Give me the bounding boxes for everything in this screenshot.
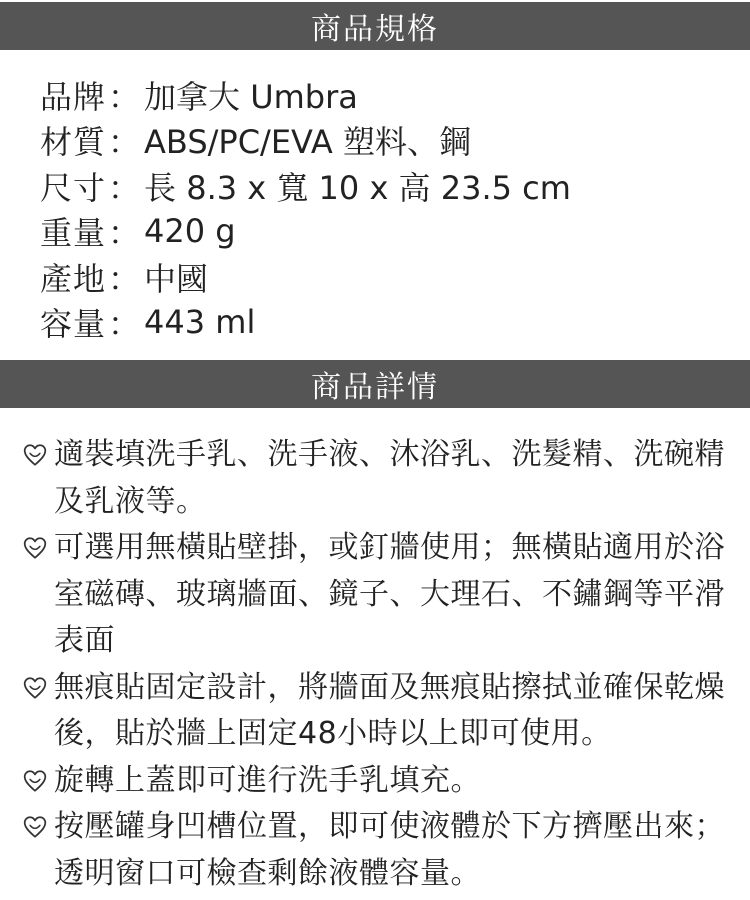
spec-row-origin <box>40 254 571 300</box>
spec-row-weight <box>40 209 571 255</box>
detail-item <box>22 432 734 525</box>
spec-label: 重量 <box>40 214 107 253</box>
spec-row-brand <box>40 72 571 118</box>
spec-value: 中國 <box>144 259 209 298</box>
spec-section-header <box>0 2 750 50</box>
spec-separator: ： <box>108 214 141 253</box>
spec-value: 加拿大 Umbra <box>144 77 358 116</box>
spec-label: 容量 <box>40 305 107 344</box>
detail-text: 可選用無橫貼壁掛，或釘牆使用；無橫貼適用於浴室磁磚、玻璃牆面、鏡子、大理石、不鏽鋼等平滑表面 <box>54 530 725 658</box>
spec-label: 尺寸 <box>40 168 107 207</box>
spec-label: 產地 <box>40 259 107 298</box>
detail-item <box>22 525 734 665</box>
spec-row-capacity <box>40 300 571 346</box>
spec-separator: ： <box>108 77 141 116</box>
detail-section-header <box>0 360 750 408</box>
heart-outline-icon <box>22 768 48 794</box>
spec-label: 品牌 <box>40 77 107 116</box>
detail-text: 適裝填洗手乳、洗手液、沐浴乳、洗髮精、洗碗精及乳液等。 <box>54 437 725 519</box>
detail-text: 無痕貼固定設計，將牆面及無痕貼擦拭並確保乾燥後，貼於牆上固定48小時以上即可使用。 <box>54 669 725 751</box>
spec-value: 長 8.3 x 寬 10 x 高 23.5 cm <box>144 168 571 207</box>
detail-list <box>22 432 734 897</box>
detail-item <box>22 758 734 805</box>
spec-separator: ： <box>108 123 141 162</box>
spec-separator: ： <box>108 305 141 344</box>
spec-row-size <box>40 163 571 209</box>
heart-outline-icon <box>22 535 48 561</box>
heart-outline-icon <box>22 814 48 840</box>
heart-outline-icon <box>22 442 48 468</box>
spec-value: 443 ml <box>144 303 256 342</box>
detail-text: 按壓罐身凹槽位置，即可使液體於下方擠壓出來；透明窗口可檢查剩餘液體容量。 <box>54 809 725 891</box>
detail-item <box>22 804 734 897</box>
detail-item <box>22 665 734 758</box>
spec-value: ABS/PC/EVA 塑料、鋼 <box>144 123 471 162</box>
detail-text: 旋轉上蓋即可進行洗手乳填充。 <box>54 762 481 798</box>
detail-section-title: 商品詳情 <box>311 370 439 405</box>
spec-list <box>40 72 571 345</box>
spec-separator: ： <box>108 259 141 298</box>
heart-outline-icon <box>22 675 48 701</box>
spec-row-material <box>40 118 571 164</box>
spec-section-title: 商品規格 <box>311 12 439 47</box>
spec-label: 材質 <box>40 123 107 162</box>
spec-separator: ： <box>108 168 141 207</box>
spec-value: 420 g <box>144 212 236 251</box>
